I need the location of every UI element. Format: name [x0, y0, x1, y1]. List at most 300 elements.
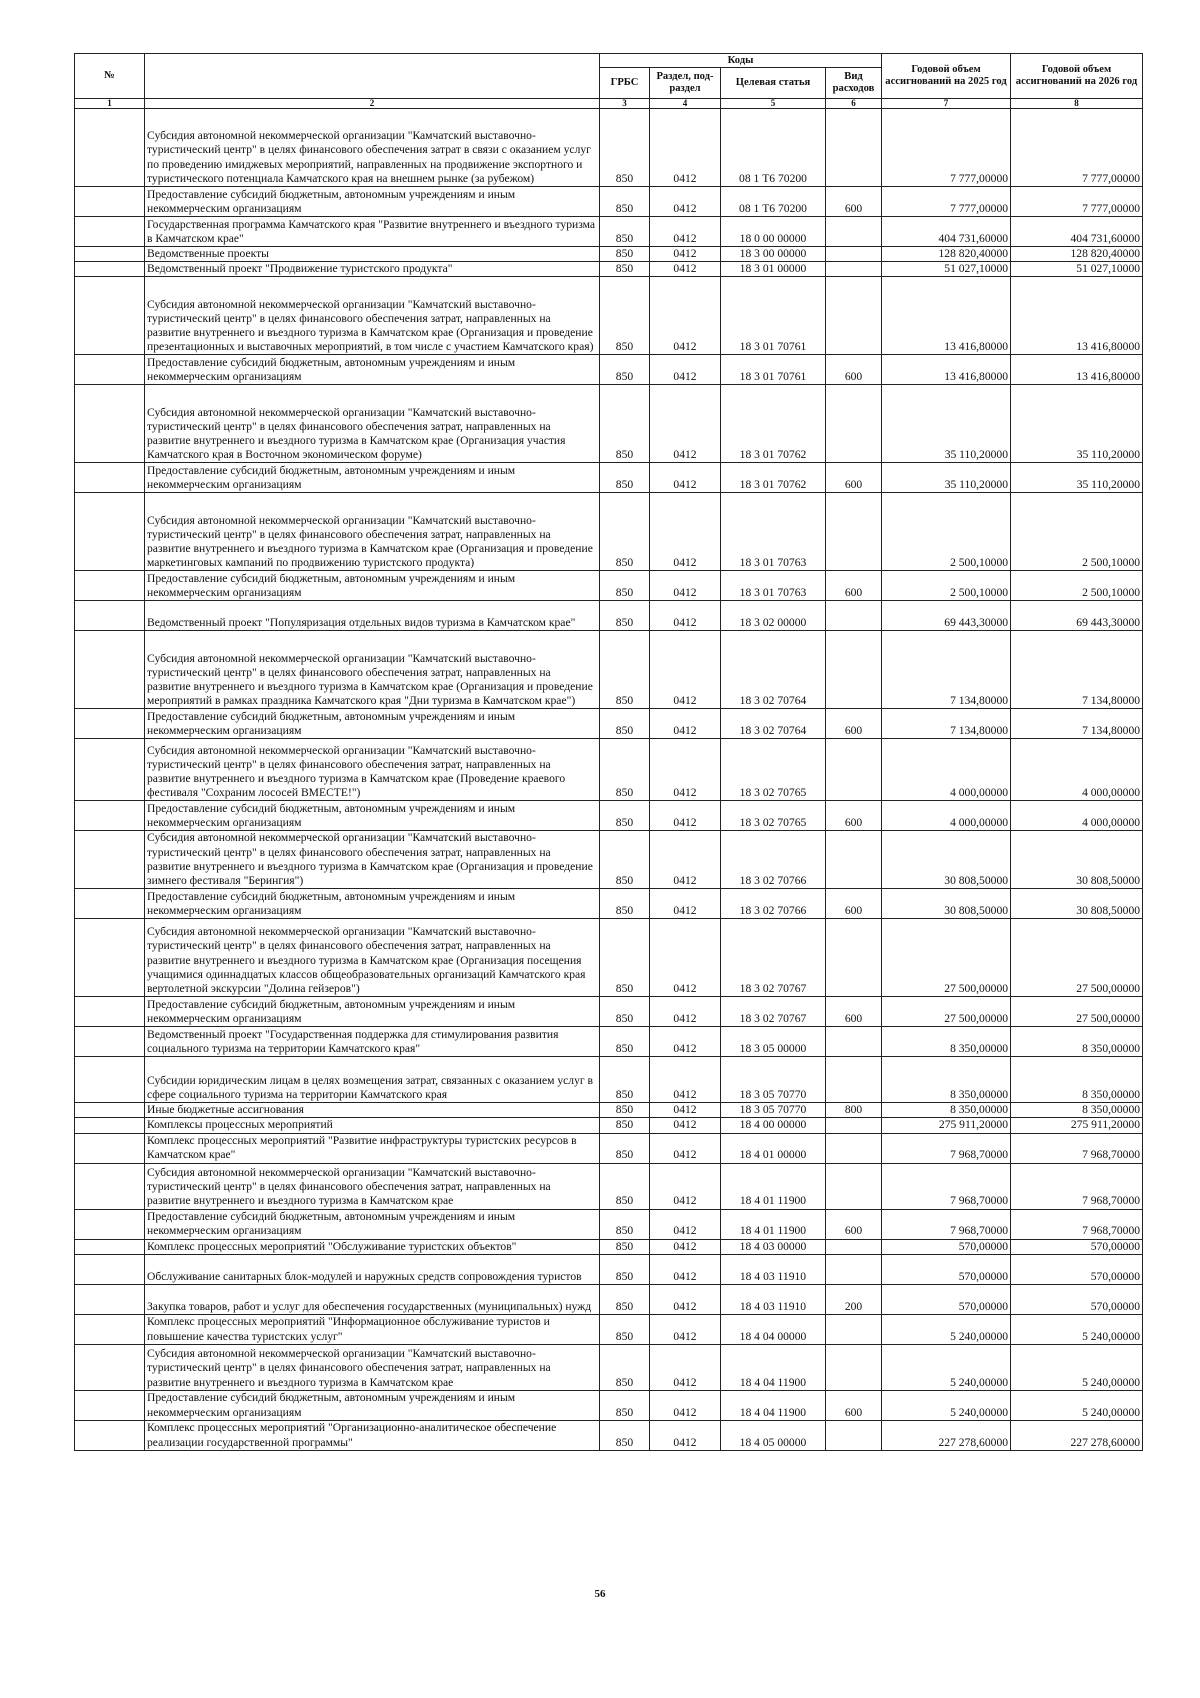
section-code: 0412	[650, 262, 721, 277]
grbs-code: 850	[600, 831, 650, 889]
table-row	[75, 493, 1143, 571]
target-article-code: 18 3 01 70763	[721, 571, 826, 601]
grbs-code: 850	[600, 277, 650, 355]
amount-2026: 7 968,70000	[1011, 1133, 1143, 1163]
expense-type-code	[826, 1420, 882, 1450]
item-name: Иные бюджетные ассигнования	[145, 1103, 600, 1118]
expense-type-code	[826, 262, 882, 277]
section-code: 0412	[650, 385, 721, 463]
section-code: 0412	[650, 277, 721, 355]
item-name: Предоставление субсидий бюджетным, автономным учреждениям и иным некоммерческим организациям	[145, 571, 600, 601]
table-row	[75, 277, 1143, 355]
section-code: 0412	[650, 217, 721, 247]
grbs-code: 850	[600, 1133, 650, 1163]
num-cell	[75, 277, 145, 355]
item-name: Комплекс процессных мероприятий "Информационное обслуживание туристов и повышение качества туристских услуг"	[145, 1314, 600, 1344]
target-article-code: 18 4 04 00000	[721, 1314, 826, 1344]
target-article-code: 18 3 02 00000	[721, 601, 826, 631]
grbs-code: 850	[600, 247, 650, 262]
num-cell	[75, 1133, 145, 1163]
amount-2026: 7 777,00000	[1011, 187, 1143, 217]
item-name: Предоставление субсидий бюджетным, автономным учреждениям и иным некоммерческим организациям	[145, 355, 600, 385]
amount-2026: 5 240,00000	[1011, 1314, 1143, 1344]
expense-type-code: 600	[826, 889, 882, 919]
item-name: Предоставление субсидий бюджетным, автономным учреждениям и иным некоммерческим организациям	[145, 801, 600, 831]
header-grbs: ГРБС	[600, 68, 650, 99]
amount-2026: 8 350,00000	[1011, 1027, 1143, 1057]
amount-2026: 2 500,10000	[1011, 571, 1143, 601]
grbs-code: 850	[600, 262, 650, 277]
section-code: 0412	[650, 1314, 721, 1344]
num-cell	[75, 1118, 145, 1133]
table-row	[75, 571, 1143, 601]
item-name: Субсидия автономной некоммерческой организации "Камчатский выставочно-туристический центр" в целях финансового обеспечения затрат, направленных на развитие внутреннего и въездного туризма в Камчатском крае (Организация и проведение презентационных и выставочных мероприятий, в том числе с участием Камчатского края)	[145, 277, 600, 355]
num-cell	[75, 1027, 145, 1057]
section-code: 0412	[650, 1254, 721, 1284]
amount-2026: 27 500,00000	[1011, 919, 1143, 997]
target-article-code: 08 1 Т6 70200	[721, 187, 826, 217]
item-name: Ведомственные проекты	[145, 247, 600, 262]
expense-type-code: 600	[826, 187, 882, 217]
section-code: 0412	[650, 1209, 721, 1239]
num-cell	[75, 709, 145, 739]
amount-2025: 7 777,00000	[882, 187, 1011, 217]
amount-2025: 35 110,20000	[882, 463, 1011, 493]
expense-type-code	[826, 831, 882, 889]
target-article-code: 18 3 02 70764	[721, 709, 826, 739]
amount-2025: 27 500,00000	[882, 997, 1011, 1027]
amount-2026: 7 777,00000	[1011, 109, 1143, 187]
amount-2026: 7 968,70000	[1011, 1163, 1143, 1209]
target-article-code: 18 3 05 70770	[721, 1103, 826, 1118]
num-cell	[75, 1163, 145, 1209]
amount-2026: 5 240,00000	[1011, 1390, 1143, 1420]
num-cell	[75, 187, 145, 217]
target-article-code: 18 3 05 00000	[721, 1027, 826, 1057]
grbs-code: 850	[600, 1103, 650, 1118]
num-cell	[75, 493, 145, 571]
expense-type-code: 600	[826, 355, 882, 385]
expense-type-code	[826, 631, 882, 709]
expense-type-code: 600	[826, 997, 882, 1027]
amount-2025: 51 027,10000	[882, 262, 1011, 277]
amount-2026: 7 968,70000	[1011, 1209, 1143, 1239]
grbs-code: 850	[600, 1027, 650, 1057]
expense-type-code	[826, 247, 882, 262]
section-code: 0412	[650, 1163, 721, 1209]
amount-2025: 27 500,00000	[882, 919, 1011, 997]
amount-2025: 275 911,20000	[882, 1118, 1011, 1133]
expense-type-code	[826, 109, 882, 187]
expense-type-code: 600	[826, 571, 882, 601]
target-article-code: 18 4 05 00000	[721, 1420, 826, 1450]
section-code: 0412	[650, 247, 721, 262]
table-row	[75, 1420, 1143, 1450]
amount-2025: 404 731,60000	[882, 217, 1011, 247]
grbs-code: 850	[600, 463, 650, 493]
table-row	[75, 187, 1143, 217]
num-cell	[75, 247, 145, 262]
amount-2025: 2 500,10000	[882, 571, 1011, 601]
num-cell	[75, 1103, 145, 1118]
section-code: 0412	[650, 1057, 721, 1103]
num-cell	[75, 1284, 145, 1314]
expense-type-code: 600	[826, 1390, 882, 1420]
target-article-code: 18 3 02 70765	[721, 801, 826, 831]
num-cell	[75, 889, 145, 919]
grbs-code: 850	[600, 1118, 650, 1133]
expense-type-code: 600	[826, 801, 882, 831]
item-name: Ведомственный проект "Государственная поддержка для стимулирования развития социального туризма на территории Камчатского края"	[145, 1027, 600, 1057]
grbs-code: 850	[600, 1209, 650, 1239]
header-name	[145, 54, 600, 99]
expense-type-code	[826, 1057, 882, 1103]
num-cell	[75, 601, 145, 631]
appropriations-table	[74, 53, 1143, 1451]
grbs-code: 850	[600, 385, 650, 463]
amount-2026: 13 416,80000	[1011, 355, 1143, 385]
section-code: 0412	[650, 355, 721, 385]
amount-2026: 13 416,80000	[1011, 277, 1143, 355]
col-number: 7	[882, 99, 1011, 109]
amount-2025: 128 820,40000	[882, 247, 1011, 262]
table-row	[75, 601, 1143, 631]
page-number: 56	[594, 1588, 606, 1600]
header-section: Раздел, под-раздел	[650, 68, 721, 99]
expense-type-code: 800	[826, 1103, 882, 1118]
num-cell	[75, 1209, 145, 1239]
table-row	[75, 1118, 1143, 1133]
item-name: Комплексы процессных мероприятий	[145, 1118, 600, 1133]
grbs-code: 850	[600, 1254, 650, 1284]
amount-2025: 5 240,00000	[882, 1390, 1011, 1420]
section-code: 0412	[650, 1133, 721, 1163]
section-code: 0412	[650, 1420, 721, 1450]
item-name: Государственная программа Камчатского края "Развитие внутреннего и въездного туризма в Камчатском крае"	[145, 217, 600, 247]
section-code: 0412	[650, 601, 721, 631]
target-article-code: 18 4 03 11910	[721, 1284, 826, 1314]
amount-2025: 7 134,80000	[882, 709, 1011, 739]
item-name: Ведомственный проект "Популяризация отдельных видов туризма в Камчатском крае"	[145, 601, 600, 631]
item-name: Предоставление субсидий бюджетным, автономным учреждениям и иным некоммерческим организациям	[145, 1209, 600, 1239]
table-body	[75, 109, 1143, 1451]
target-article-code: 18 3 02 70766	[721, 889, 826, 919]
target-article-code: 18 3 00 00000	[721, 247, 826, 262]
target-article-code: 18 4 04 11900	[721, 1390, 826, 1420]
grbs-code: 850	[600, 1057, 650, 1103]
amount-2025: 7 134,80000	[882, 631, 1011, 709]
grbs-code: 850	[600, 571, 650, 601]
amount-2025: 30 808,50000	[882, 889, 1011, 919]
num-cell	[75, 1057, 145, 1103]
item-name: Комплекс процессных мероприятий "Организационно-аналитическое обеспечение реализации государственной программы"	[145, 1420, 600, 1450]
num-cell	[75, 997, 145, 1027]
item-name: Субсидия автономной некоммерческой организации "Камчатский выставочно-туристический центр" в целях финансового обеспечения затрат, направленных на развитие внутреннего и въездного туризма в Камчатском крае (Организация и проведение мероприятий в рамках праздника Камчатского края "Дни туризма в Камчатском крае")	[145, 631, 600, 709]
section-code: 0412	[650, 801, 721, 831]
num-cell	[75, 739, 145, 801]
section-code: 0412	[650, 463, 721, 493]
target-article-code: 18 3 02 70765	[721, 739, 826, 801]
amount-2026: 404 731,60000	[1011, 217, 1143, 247]
item-name: Субсидия автономной некоммерческой организации "Камчатский выставочно-туристический центр" в целях финансового обеспечения затрат, направленных на развитие внутреннего и въездного туризма в Камчатском крае	[145, 1163, 600, 1209]
section-code: 0412	[650, 571, 721, 601]
amount-2025: 8 350,00000	[882, 1103, 1011, 1118]
table-row	[75, 109, 1143, 187]
target-article-code: 18 4 01 11900	[721, 1209, 826, 1239]
col-number: 4	[650, 99, 721, 109]
amount-2026: 27 500,00000	[1011, 997, 1143, 1027]
header-vr: Вид расходов	[826, 68, 882, 99]
expense-type-code: 600	[826, 463, 882, 493]
target-article-code: 18 4 01 00000	[721, 1133, 826, 1163]
item-name: Субсидия автономной некоммерческой организации "Камчатский выставочно-туристический центр" в целях финансового обеспечения затрат, направленных на развитие внутреннего и въездного туризма в Камчатском крае (Организация и проведение маркетинговых кампаний по продвижению туристского продукта)	[145, 493, 600, 571]
amount-2026: 128 820,40000	[1011, 247, 1143, 262]
target-article-code: 18 4 03 11910	[721, 1254, 826, 1284]
expense-type-code: 200	[826, 1284, 882, 1314]
section-code: 0412	[650, 1103, 721, 1118]
table-row	[75, 919, 1143, 997]
num-cell	[75, 217, 145, 247]
grbs-code: 850	[600, 1420, 650, 1450]
target-article-code: 18 3 02 70767	[721, 997, 826, 1027]
grbs-code: 850	[600, 801, 650, 831]
expense-type-code	[826, 601, 882, 631]
header-year-2026: Годовой объем ассигнований на 2026 год	[1011, 54, 1143, 99]
amount-2025: 69 443,30000	[882, 601, 1011, 631]
amount-2025: 570,00000	[882, 1239, 1011, 1254]
table-row	[75, 385, 1143, 463]
num-cell	[75, 1420, 145, 1450]
table-row	[75, 1103, 1143, 1118]
target-article-code: 18 3 01 70762	[721, 385, 826, 463]
expense-type-code: 600	[826, 709, 882, 739]
grbs-code: 850	[600, 631, 650, 709]
grbs-code: 850	[600, 355, 650, 385]
amount-2025: 13 416,80000	[882, 355, 1011, 385]
header-num: №	[75, 54, 145, 99]
table-row	[75, 1133, 1143, 1163]
item-name: Комплекс процессных мероприятий "Развитие инфраструктуры туристских ресурсов в Камчатском крае"	[145, 1133, 600, 1163]
num-cell	[75, 1390, 145, 1420]
expense-type-code	[826, 493, 882, 571]
col-number: 8	[1011, 99, 1143, 109]
target-article-code: 18 3 01 70763	[721, 493, 826, 571]
target-article-code: 18 0 00 00000	[721, 217, 826, 247]
section-code: 0412	[650, 889, 721, 919]
amount-2026: 30 808,50000	[1011, 831, 1143, 889]
table-row	[75, 217, 1143, 247]
table-row	[75, 1057, 1143, 1103]
amount-2025: 570,00000	[882, 1254, 1011, 1284]
amount-2025: 4 000,00000	[882, 739, 1011, 801]
target-article-code: 18 3 05 70770	[721, 1057, 826, 1103]
num-cell	[75, 463, 145, 493]
table-row	[75, 997, 1143, 1027]
table-row	[75, 631, 1143, 709]
section-code: 0412	[650, 1239, 721, 1254]
grbs-code: 850	[600, 997, 650, 1027]
amount-2026: 7 134,80000	[1011, 631, 1143, 709]
grbs-code: 850	[600, 1239, 650, 1254]
num-cell	[75, 631, 145, 709]
grbs-code: 850	[600, 217, 650, 247]
num-cell	[75, 355, 145, 385]
grbs-code: 850	[600, 889, 650, 919]
num-cell	[75, 919, 145, 997]
header-year-2025: Годовой объем ассигнований на 2025 год	[882, 54, 1011, 99]
table-row	[75, 1284, 1143, 1314]
grbs-code: 850	[600, 919, 650, 997]
expense-type-code	[826, 739, 882, 801]
grbs-code: 850	[600, 739, 650, 801]
num-cell	[75, 1254, 145, 1284]
item-name: Обслуживание санитарных блок-модулей и наружных средств сопровождения туристов	[145, 1254, 600, 1284]
amount-2025: 7 777,00000	[882, 109, 1011, 187]
amount-2026: 570,00000	[1011, 1239, 1143, 1254]
table-row	[75, 889, 1143, 919]
target-article-code: 18 3 02 70767	[721, 919, 826, 997]
num-cell	[75, 262, 145, 277]
amount-2025: 7 968,70000	[882, 1163, 1011, 1209]
num-cell	[75, 1314, 145, 1344]
item-name: Субсидия автономной некоммерческой организации "Камчатский выставочно-туристический центр" в целях финансового обеспечения затрат в связи с оказанием услуг по проведению имиджевых мероприятий, направленных на продвижение экспортного и туристического потенциала Камчатского края на внешнем рынке (за рубежом)	[145, 109, 600, 187]
col-number: 3	[600, 99, 650, 109]
table-row	[75, 831, 1143, 889]
expense-type-code	[826, 1027, 882, 1057]
table-row	[75, 1163, 1143, 1209]
header-csr: Целевая статья	[721, 68, 826, 99]
target-article-code: 08 1 Т6 70200	[721, 109, 826, 187]
section-code: 0412	[650, 1284, 721, 1314]
item-name: Закупка товаров, работ и услуг для обеспечения государственных (муниципальных) нужд	[145, 1284, 600, 1314]
amount-2026: 570,00000	[1011, 1254, 1143, 1284]
section-code: 0412	[650, 739, 721, 801]
amount-2026: 30 808,50000	[1011, 889, 1143, 919]
expense-type-code	[826, 1163, 882, 1209]
amount-2026: 35 110,20000	[1011, 385, 1143, 463]
target-article-code: 18 4 01 11900	[721, 1163, 826, 1209]
expense-type-code	[826, 1133, 882, 1163]
section-code: 0412	[650, 109, 721, 187]
amount-2025: 30 808,50000	[882, 831, 1011, 889]
target-article-code: 18 3 01 00000	[721, 262, 826, 277]
section-code: 0412	[650, 1027, 721, 1057]
table-row	[75, 463, 1143, 493]
grbs-code: 850	[600, 493, 650, 571]
item-name: Субсидия автономной некоммерческой организации "Камчатский выставочно-туристический центр" в целях финансового обеспечения затрат, направленных на развитие внутреннего и въездного туризма в Камчатском крае	[145, 1344, 600, 1390]
expense-type-code	[826, 919, 882, 997]
expense-type-code: 600	[826, 1209, 882, 1239]
amount-2025: 227 278,60000	[882, 1420, 1011, 1450]
table-row	[75, 739, 1143, 801]
amount-2025: 7 968,70000	[882, 1133, 1011, 1163]
amount-2026: 51 027,10000	[1011, 262, 1143, 277]
expense-type-code	[826, 1118, 882, 1133]
section-code: 0412	[650, 997, 721, 1027]
item-name: Предоставление субсидий бюджетным, автономным учреждениям и иным некоммерческим организациям	[145, 187, 600, 217]
amount-2025: 7 968,70000	[882, 1209, 1011, 1239]
table-header	[75, 54, 1143, 109]
amount-2025: 8 350,00000	[882, 1027, 1011, 1057]
grbs-code: 850	[600, 1314, 650, 1344]
item-name: Субсидии юридическим лицам в целях возмещения затрат, связанных с оказанием услуг в сфере социального туризма на территории Камчатского края	[145, 1057, 600, 1103]
item-name: Предоставление субсидий бюджетным, автономным учреждениям и иным некоммерческим организациям	[145, 889, 600, 919]
grbs-code: 850	[600, 1344, 650, 1390]
grbs-code: 850	[600, 1390, 650, 1420]
amount-2026: 35 110,20000	[1011, 463, 1143, 493]
amount-2026: 8 350,00000	[1011, 1103, 1143, 1118]
target-article-code: 18 4 04 11900	[721, 1344, 826, 1390]
item-name: Предоставление субсидий бюджетным, автономным учреждениям и иным некоммерческим организациям	[145, 1390, 600, 1420]
amount-2026: 4 000,00000	[1011, 801, 1143, 831]
item-name: Комплекс процессных мероприятий "Обслуживание туристских объектов"	[145, 1239, 600, 1254]
target-article-code: 18 3 01 70761	[721, 277, 826, 355]
item-name: Субсидия автономной некоммерческой организации "Камчатский выставочно-туристический центр" в целях финансового обеспечения затрат, направленных на развитие внутреннего и въездного туризма в Камчатском крае (Организация участия Камчатского края в Восточном экономическом форуме)	[145, 385, 600, 463]
item-name: Предоставление субсидий бюджетным, автономным учреждениям и иным некоммерческим организациям	[145, 709, 600, 739]
target-article-code: 18 3 01 70761	[721, 355, 826, 385]
table-row	[75, 709, 1143, 739]
section-code: 0412	[650, 1118, 721, 1133]
table-row	[75, 1344, 1143, 1390]
item-name: Субсидия автономной некоммерческой организации "Камчатский выставочно-туристический центр" в целях финансового обеспечения затрат, направленных на развитие внутреннего и въездного туризма в Камчатском крае (Организация посещения учащимися одиннадцатых классов общеобразовательных организаций Камчатского края вертолетной экскурсии "Долина гейзеров")	[145, 919, 600, 997]
grbs-code: 850	[600, 1163, 650, 1209]
table-row	[75, 1209, 1143, 1239]
expense-type-code	[826, 1254, 882, 1284]
num-cell	[75, 801, 145, 831]
section-code: 0412	[650, 187, 721, 217]
grbs-code: 850	[600, 187, 650, 217]
table-row	[75, 247, 1143, 262]
num-cell	[75, 1239, 145, 1254]
grbs-code: 850	[600, 601, 650, 631]
col-number: 2	[145, 99, 600, 109]
section-code: 0412	[650, 1344, 721, 1390]
item-name: Ведомственный проект "Продвижение туристского продукта"	[145, 262, 600, 277]
table-row	[75, 1027, 1143, 1057]
table-row	[75, 1314, 1143, 1344]
amount-2026: 69 443,30000	[1011, 601, 1143, 631]
num-cell	[75, 571, 145, 601]
table-row	[75, 1239, 1143, 1254]
expense-type-code	[826, 1239, 882, 1254]
target-article-code: 18 3 01 70762	[721, 463, 826, 493]
section-code: 0412	[650, 493, 721, 571]
amount-2025: 13 416,80000	[882, 277, 1011, 355]
expense-type-code	[826, 385, 882, 463]
amount-2025: 4 000,00000	[882, 801, 1011, 831]
amount-2026: 7 134,80000	[1011, 709, 1143, 739]
target-article-code: 18 3 02 70766	[721, 831, 826, 889]
table-row	[75, 801, 1143, 831]
num-cell	[75, 1344, 145, 1390]
table-row	[75, 1390, 1143, 1420]
grbs-code: 850	[600, 1284, 650, 1314]
target-article-code: 18 4 00 00000	[721, 1118, 826, 1133]
target-article-code: 18 3 02 70764	[721, 631, 826, 709]
table-row	[75, 355, 1143, 385]
amount-2026: 275 911,20000	[1011, 1118, 1143, 1133]
amount-2026: 5 240,00000	[1011, 1344, 1143, 1390]
section-code: 0412	[650, 631, 721, 709]
item-name: Предоставление субсидий бюджетным, автономным учреждениям и иным некоммерческим организациям	[145, 997, 600, 1027]
target-article-code: 18 4 03 00000	[721, 1239, 826, 1254]
section-code: 0412	[650, 831, 721, 889]
amount-2026: 2 500,10000	[1011, 493, 1143, 571]
col-number: 5	[721, 99, 826, 109]
expense-type-code	[826, 1314, 882, 1344]
num-cell	[75, 831, 145, 889]
section-code: 0412	[650, 709, 721, 739]
